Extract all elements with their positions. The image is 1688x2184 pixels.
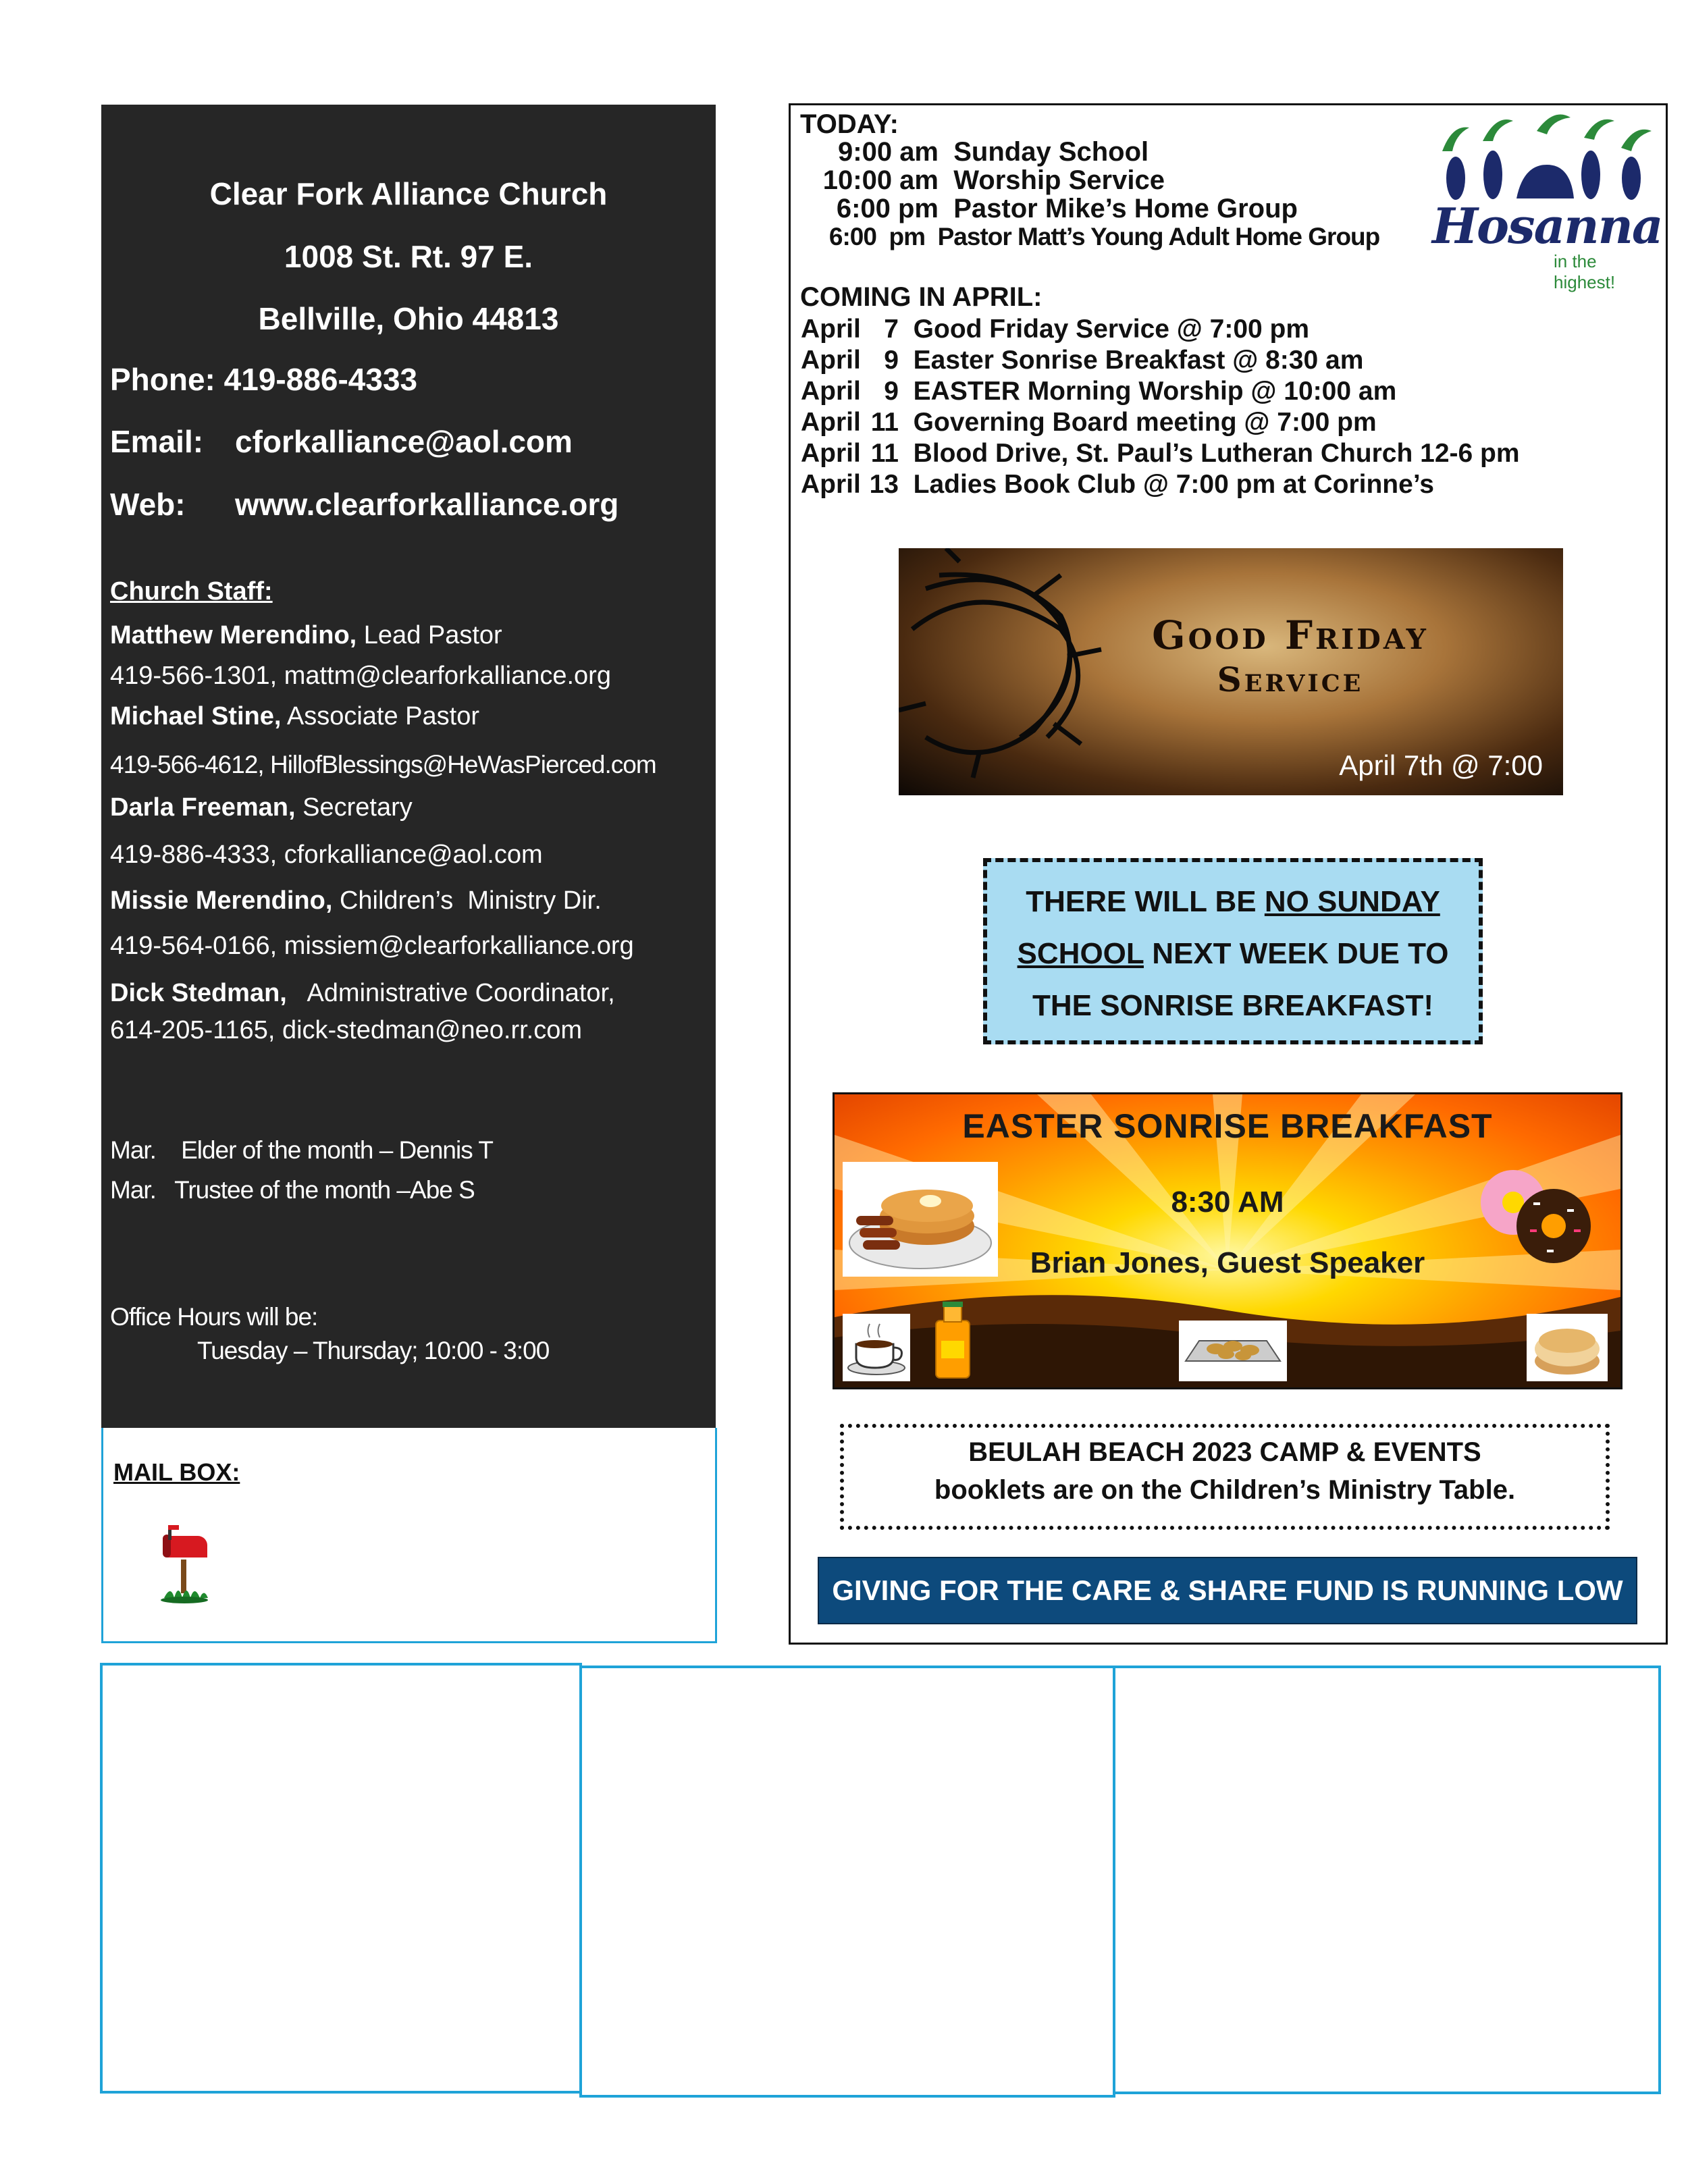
breakfast-time: 8:30 AM (1171, 1186, 1284, 1219)
april-item (801, 470, 1434, 500)
crown-of-thorns-icon (899, 548, 1115, 795)
staff-role: Secretary (295, 793, 413, 822)
orange-juice-icon (929, 1300, 976, 1381)
staff-contact-3: 419-886-4333, cforkalliance@aol.com (110, 841, 543, 869)
april-item (801, 315, 1309, 344)
trustee-of-month: Mar. Trustee of the month –Abe S (110, 1176, 475, 1204)
staff-name: Darla Freeman, (110, 793, 296, 822)
mailbox-icon (151, 1522, 218, 1607)
today-event: Pastor Matt’s Young Adult Home Group (937, 223, 1380, 250)
notice-underlined: NO SUNDAY (1264, 885, 1440, 918)
today-time: 6:00 pm (828, 223, 925, 250)
staff-heading: Church Staff: (110, 577, 273, 606)
april-event: EASTER Morning Worship @ 10:00 am (913, 377, 1397, 406)
today-time: 9:00 am (838, 137, 939, 167)
staff-contact-2: 419-566-4612, HillofBlessings@HeWasPierced.com (110, 751, 656, 778)
web-label: Web: (110, 487, 186, 522)
staff-member-4 (110, 886, 602, 915)
beulah-line-2: booklets are on the Children’s Ministry Table. (934, 1475, 1516, 1505)
today-schedule (800, 138, 1379, 251)
hosanna-title: Hosanna (1432, 197, 1662, 255)
staff-member-1 (110, 621, 502, 650)
april-event: Good Friday Service @ 7:00 pm (913, 315, 1310, 344)
april-item (801, 439, 1520, 469)
april-heading: COMING IN APRIL: (800, 282, 1043, 312)
office-hours-label: Office Hours will be: (110, 1303, 318, 1331)
april-month: April (801, 439, 861, 468)
good-friday-title: Good Friday (1152, 612, 1429, 658)
april-event: Blood Drive, St. Paul’s Lutheran Church 12-6 pm (913, 439, 1520, 468)
april-day: 9 (884, 377, 899, 406)
web-line (110, 486, 618, 523)
church-name: Clear Fork Alliance Church (209, 176, 608, 211)
bottom-box-left (100, 1663, 582, 2094)
mailbox-label: MAIL BOX: (113, 1458, 240, 1486)
pancakes-icon (843, 1162, 998, 1277)
april-month: April (801, 377, 861, 406)
staff-role: Lead Pastor (357, 621, 502, 649)
hosanna-logo (1429, 111, 1662, 292)
church-info-panel (101, 105, 716, 1428)
biscuit-icon (1527, 1314, 1608, 1381)
staff-name: Michael Stine, (110, 702, 282, 730)
email-label: Email: (110, 424, 204, 459)
april-day: 7 (884, 315, 899, 344)
today-time: 6:00 pm (836, 194, 939, 223)
mailbox-box (101, 1428, 717, 1643)
office-hours-value: Tuesday – Thursday; 10:00 - 3:00 (197, 1337, 550, 1364)
easter-breakfast-banner (833, 1092, 1623, 1389)
good-friday-service: Service (1217, 660, 1364, 699)
beulah-line-1: BEULAH BEACH 2023 CAMP & EVENTS (968, 1437, 1481, 1467)
web-address: www.clearforkalliance.org (235, 487, 619, 522)
april-month: April (801, 315, 861, 344)
today-item (800, 166, 1379, 194)
breakfast-title: EASTER SONRISE BREAKFAST (962, 1107, 1493, 1145)
beulah-beach-notice (840, 1424, 1610, 1530)
care-share-banner (818, 1557, 1637, 1624)
april-day: 11 (870, 439, 899, 468)
hosanna-subtitle: in the highest! (1554, 251, 1616, 292)
elder-of-month: Mar. Elder of the month – Dennis T (110, 1136, 493, 1164)
bottom-box-middle (579, 1666, 1115, 2098)
today-item (800, 138, 1379, 166)
staff-name: Matthew Merendino, (110, 621, 357, 649)
bottom-box-right (1113, 1666, 1661, 2094)
notice-underlined: SCHOOL (1017, 937, 1144, 970)
today-event: Worship Service (953, 165, 1165, 195)
good-friday-banner (899, 548, 1563, 795)
staff-role: Administrative Coordinator, (286, 979, 615, 1007)
today-event: Sunday School (953, 137, 1149, 167)
april-day: 13 (869, 470, 899, 499)
april-event: Governing Board meeting @ 7:00 pm (913, 408, 1377, 437)
april-month: April (801, 470, 861, 499)
staff-contact-1: 419-566-1301, mattm@clearforkalliance.org (110, 662, 611, 690)
good-friday-date: April 7th @ 7:00 (1339, 749, 1543, 781)
april-day: 11 (870, 408, 899, 437)
staff-role: Children’s Ministry Dir. (332, 886, 602, 915)
staff-member-5 (110, 979, 615, 1008)
phone-line (110, 361, 417, 398)
today-item (800, 194, 1379, 223)
april-month: April (801, 346, 861, 375)
church-address-line2: Bellville, Ohio 44813 (258, 301, 559, 336)
staff-role: Associate Pastor (281, 702, 479, 730)
april-item (801, 408, 1377, 437)
breakfast-speaker: Brian Jones, Guest Speaker (1030, 1246, 1425, 1279)
coffee-cup-icon (843, 1314, 910, 1381)
care-share-text: GIVING FOR THE CARE & SHARE FUND IS RUNNING LOW (832, 1574, 1623, 1606)
april-item (801, 377, 1396, 406)
april-item (801, 346, 1363, 375)
notice-line-2 (987, 928, 1479, 980)
today-heading: TODAY: (800, 109, 899, 139)
today-event: Pastor Mike’s Home Group (953, 194, 1298, 223)
email-address: cforkalliance@aol.com (235, 424, 573, 459)
notice-part: THERE WILL BE (1026, 885, 1265, 918)
staff-name: Missie Merendino, (110, 886, 333, 915)
today-time: 10:00 am (822, 165, 939, 195)
notice-text (987, 876, 1479, 1032)
staff-contact-5: 614-205-1165, dick-stedman@neo.rr.com (110, 1016, 583, 1044)
email-line (110, 423, 573, 460)
staff-member-2 (110, 702, 479, 731)
phone-number: 419-886-4333 (223, 362, 418, 397)
staff-contact-4: 419-564-0166, missiem@clearforkalliance.org (110, 932, 634, 960)
april-month: April (801, 408, 861, 437)
announcements-panel (789, 103, 1668, 1645)
staff-name: Dick Stedman, (110, 979, 287, 1007)
phone-label: Phone: (110, 362, 215, 397)
notice-part: NEXT WEEK DUE TO (1143, 937, 1449, 970)
april-event: Easter Sonrise Breakfast @ 8:30 am (913, 346, 1364, 375)
donuts-icon (1466, 1162, 1601, 1270)
hash-browns-icon (1179, 1321, 1287, 1381)
church-address-line1: 1008 St. Rt. 97 E. (284, 239, 533, 274)
staff-member-3 (110, 793, 413, 822)
april-event: Ladies Book Club @ 7:00 pm at Corinne’s (913, 470, 1434, 499)
notice-line-1 (987, 876, 1479, 928)
today-item (800, 223, 1379, 251)
april-day: 9 (884, 346, 899, 375)
palm-crowd-icon (1429, 111, 1658, 205)
no-sunday-school-notice (983, 858, 1483, 1044)
notice-line-3: THE SONRISE BREAKFAST! (1032, 989, 1434, 1022)
